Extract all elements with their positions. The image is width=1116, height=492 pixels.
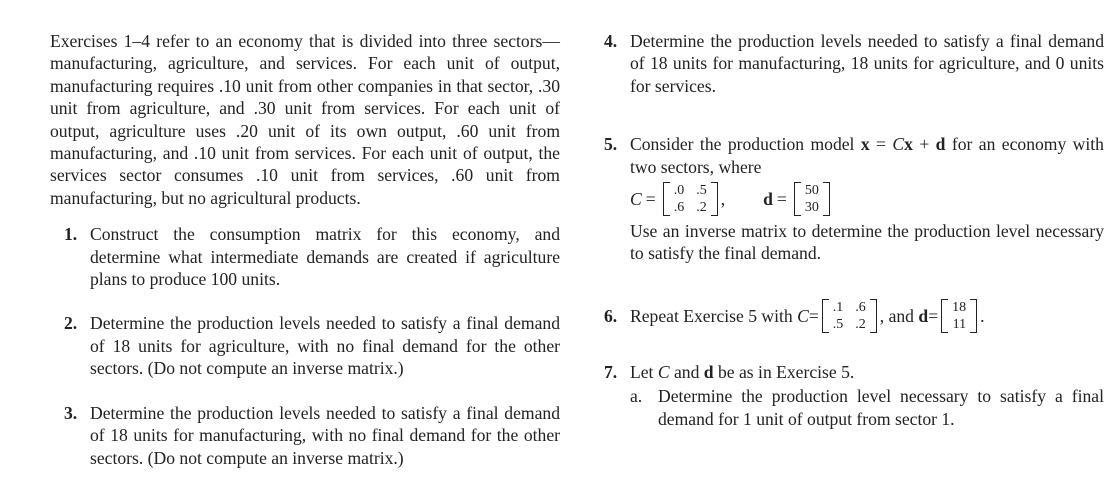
exercise-4 — [604, 30, 1104, 97]
matrix-c — [663, 182, 718, 216]
exercise-7a — [630, 385, 1104, 430]
exercise-number: 5. — [604, 134, 618, 155]
matrix-cell: 18 — [952, 299, 967, 315]
exercise-6: 6. Repeat Exercise 5 with C = .1 .6 .5 .2 , and d = 18 11 . — [604, 299, 985, 332]
matrix-c-symbol: C — [797, 305, 809, 326]
vector-d-label: d — [763, 188, 773, 209]
exercise-text: Determine the production levels needed to satisfy a final demand of 18 units for agriculture, with no final demand for the other sectors. (Do not compute an inverse matrix.) — [90, 313, 560, 379]
exercise-number: 1. — [64, 224, 78, 245]
exercise-text: Construct the consumption matrix for this economy, and determine what intermediate demands are created if agriculture plans to produce 100 units. — [90, 224, 560, 290]
exercise-number: 3. — [64, 402, 78, 423]
exercise-text: Consider the production model x = Cx + d for an economy with two sectors, where — [630, 134, 1104, 177]
vector-d — [941, 299, 977, 333]
exercise-5-instruction: Use an inverse matrix to determine the production level necessary to satisfy the final demand. — [630, 221, 1104, 264]
vector-d: d — [703, 361, 714, 382]
matrix-cell: .5 — [696, 183, 707, 199]
matrix-c — [822, 299, 877, 333]
subpart-label: a. — [630, 386, 643, 407]
matrix-c-label: C — [630, 188, 642, 209]
exercise-text: Determine the production levels needed to satisfy a final demand of 18 units for manufacturing, 18 units for agriculture, and 0 units for services. — [630, 31, 1104, 96]
vector-d: d — [918, 305, 929, 326]
exercise-5 — [604, 133, 1104, 178]
exercise-3 — [50, 402, 560, 469]
exercise-2 — [50, 312, 560, 379]
vector-x: x — [904, 134, 913, 155]
exercise-text: Let C and d be as in Exercise 5. — [630, 361, 855, 382]
vector-d — [794, 182, 830, 216]
matrix-cell: .6 — [673, 200, 685, 216]
matrix-cell: 50 — [804, 183, 819, 199]
exercise-1 — [50, 223, 560, 290]
matrix-cell: .2 — [696, 200, 707, 216]
matrix-c-symbol: C — [892, 134, 905, 155]
intro-paragraph: Exercises 1–4 refer to an economy that is divided into three sectors—manufacturing, agriculture, and services. For each unit of output, manufacturing requires .10 unit from other companies in that sector, .30 unit from agriculture, and .30 unit from services. For each unit of output, agriculture uses .20 unit of its own output, .60 unit from manufacturing, and .10 unit from services. For each unit of output, the services sector consumes .10 unit from services, .60 unit from manufacturing, but no agricultural products. — [50, 31, 560, 208]
matrix-c-symbol: C — [657, 361, 670, 382]
matrix-cell: .2 — [855, 316, 866, 332]
vector-d: d — [935, 134, 946, 155]
exercise-5-matrices: C = .0 .5 .6 .2 , d = 50 30 — [630, 182, 1104, 216]
exercise-number: 4. — [604, 31, 618, 51]
matrix-cell: .1 — [832, 299, 844, 315]
matrix-cell: .0 — [673, 183, 685, 199]
vector-x: x — [860, 134, 870, 155]
matrix-cell: 11 — [952, 316, 967, 332]
matrix-cell: .6 — [855, 299, 866, 315]
exercise-number: 7. — [604, 361, 618, 382]
matrix-cell: 30 — [804, 200, 819, 216]
right-column — [604, 30, 1104, 430]
left-column — [50, 30, 560, 469]
exercise-text: Determine the production levels needed to satisfy a final demand of 18 units for manufacturing, with no final demand for the other sectors. (Do not compute an inverse matrix.) — [90, 402, 560, 468]
subpart-text: Determine the production level necessary to satisfy a final demand for 1 unit of output from sector 1. — [658, 386, 1104, 429]
exercise-number: 2. — [64, 313, 78, 334]
exercise-number: 6. — [604, 305, 618, 326]
exercise-7 — [604, 361, 1104, 383]
matrix-cell: .5 — [832, 316, 844, 332]
